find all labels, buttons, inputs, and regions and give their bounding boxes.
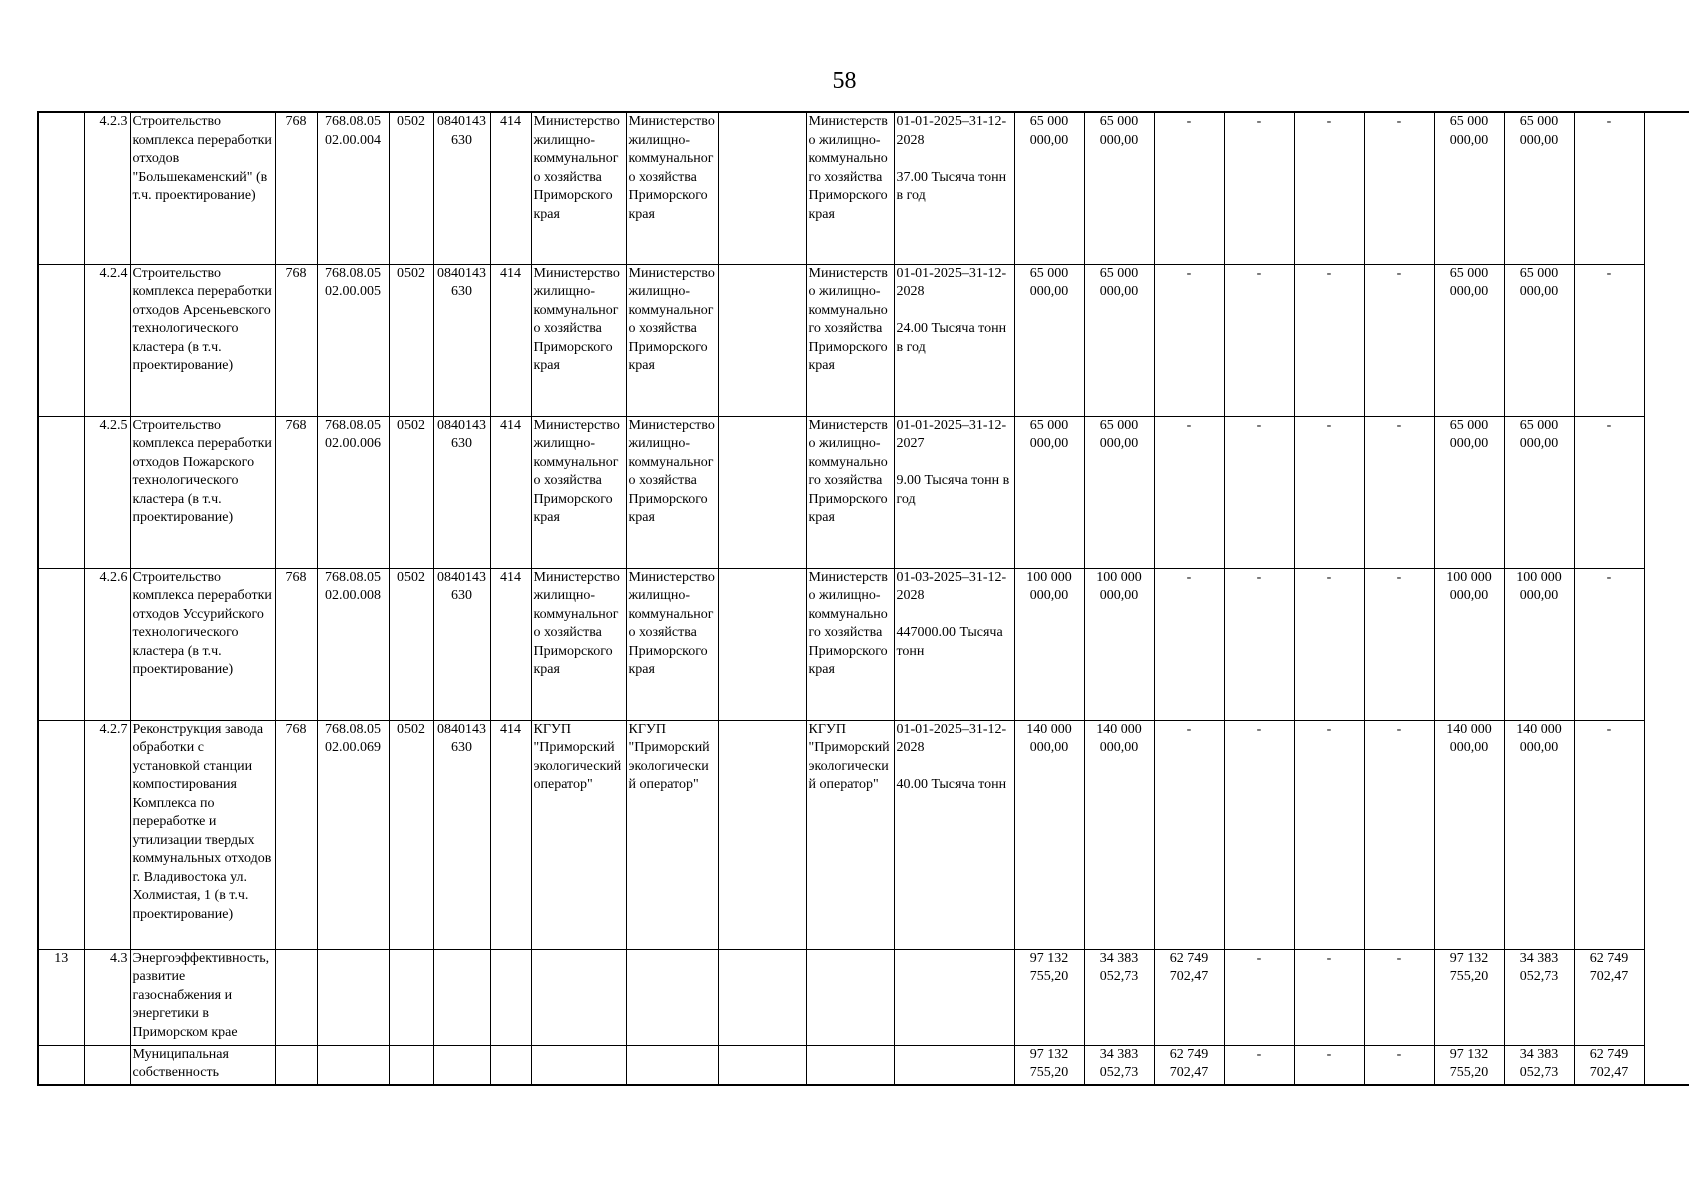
customer: КГУП "Приморский экологический оператор" (626, 720, 718, 949)
executor: Министерство жилищно-коммунального хозяйства Приморского края (531, 568, 626, 720)
item-code (84, 1045, 130, 1085)
table-row (38, 1045, 1689, 1085)
empty-cell (718, 416, 806, 568)
expense-type: 414 (490, 568, 531, 720)
value-regional-2025: 65 000 000,00 (1504, 112, 1574, 264)
value-regional-total: 97 132 755,20 (1434, 1045, 1504, 1085)
budget-table (37, 111, 1689, 1086)
value-2029: - (1364, 949, 1434, 1045)
item-name: Строительство комплекса переработки отходов Уссурийского технологического кластера (в т.ч. проектирование) (130, 568, 275, 720)
value-2027: - (1224, 112, 1294, 264)
period-capacity (894, 568, 1014, 720)
program-code: 768.08.05 02.00.006 (317, 416, 389, 568)
empty-cell (718, 264, 806, 416)
expense-type (490, 949, 531, 1045)
value-2027: - (1224, 568, 1294, 720)
value-2029: - (1364, 568, 1434, 720)
value-2025: 100 000 000,00 (1084, 568, 1154, 720)
value-2025: 34 383 052,73 (1084, 1045, 1154, 1085)
executor: Министерство жилищно-коммунального хозяйства Приморского края (531, 264, 626, 416)
program-code (317, 1045, 389, 1085)
period: 01-01-2025–31-12-2028 (896, 265, 1007, 299)
grbs-code (275, 949, 317, 1045)
item-name: Строительство комплекса переработки отходов Арсеньевского технологического кластера (в т.ч. проектирование) (130, 264, 275, 416)
period-capacity (894, 720, 1014, 949)
value-2025: 65 000 000,00 (1084, 264, 1154, 416)
value-total: 65 000 000,00 (1014, 264, 1084, 416)
value-regional-2025: 65 000 000,00 (1504, 264, 1574, 416)
grbs-code: 768 (275, 568, 317, 720)
row-number (38, 1045, 84, 1085)
section-code: 0502 (389, 568, 433, 720)
table-row (38, 949, 1689, 1045)
customer: Министерство жилищно-коммунального хозяйства Приморского края (626, 264, 718, 416)
grbs-code: 768 (275, 112, 317, 264)
value-regional-2026: - (1574, 416, 1644, 568)
value-regional-2026: - (1574, 720, 1644, 949)
value-regional-total: 97 132 755,20 (1434, 949, 1504, 1045)
value-2027: - (1224, 416, 1294, 568)
capacity: 24.00 Тысяча тонн в год (896, 321, 1007, 355)
capacity: 9.00 Тысяча тонн в год (896, 473, 1010, 507)
value-2026: 62 749 702,47 (1154, 949, 1224, 1045)
value-2027: - (1224, 720, 1294, 949)
row-number (38, 720, 84, 949)
value-regional-2025: 65 000 000,00 (1504, 416, 1574, 568)
program-code: 768.08.05 02.00.005 (317, 264, 389, 416)
value-regional-total: 65 000 000,00 (1434, 264, 1504, 416)
value-2028: - (1294, 1045, 1364, 1085)
empty-cell (718, 112, 806, 264)
row-number (38, 112, 84, 264)
value-2026: - (1154, 416, 1224, 568)
program-code (317, 949, 389, 1045)
responsible (806, 1045, 894, 1085)
value-regional-2026: - (1574, 264, 1644, 416)
item-code: 4.2.5 (84, 416, 130, 568)
customer: Министерство жилищно-коммунального хозяйства Приморского края (626, 416, 718, 568)
executor: Министерство жилищно-коммунального хозяйства Приморского края (531, 416, 626, 568)
table-row (38, 264, 1689, 416)
row-number: 13 (38, 949, 84, 1045)
grbs-code: 768 (275, 416, 317, 568)
program-code: 768.08.05 02.00.004 (317, 112, 389, 264)
table-row (38, 568, 1689, 720)
value-2026: - (1154, 112, 1224, 264)
value-total: 97 132 755,20 (1014, 949, 1084, 1045)
empty-cell (718, 949, 806, 1045)
value-regional-2026: - (1574, 112, 1644, 264)
value-2026: - (1154, 264, 1224, 416)
empty-cell (718, 568, 806, 720)
value-2027: - (1224, 949, 1294, 1045)
target-article: 0840143630 (433, 568, 490, 720)
item-name: Строительство комплекса переработки отходов "Большекаменский" (в т.ч. проектирование) (130, 112, 275, 264)
period: 01-01-2025–31-12-2027 (896, 417, 1007, 451)
executor (531, 1045, 626, 1085)
section-code: 0502 (389, 416, 433, 568)
row-number (38, 264, 84, 416)
item-code: 4.2.7 (84, 720, 130, 949)
responsible (806, 949, 894, 1045)
responsible: КГУП "Приморский экологический оператор" (806, 720, 894, 949)
period-capacity (894, 264, 1014, 416)
period-capacity (894, 112, 1014, 264)
value-2025: 34 383 052,73 (1084, 949, 1154, 1045)
period-capacity (894, 949, 1014, 1045)
value-regional-2025: 100 000 000,00 (1504, 568, 1574, 720)
capacity: 37.00 Тысяча тонн в год (896, 169, 1007, 203)
value-regional-2025: 140 000 000,00 (1504, 720, 1574, 949)
executor: КГУП "Приморский экологический оператор" (531, 720, 626, 949)
empty-cell (718, 720, 806, 949)
expense-type: 414 (490, 416, 531, 568)
table-row (38, 416, 1689, 568)
value-total: 65 000 000,00 (1014, 112, 1084, 264)
item-name: Реконструкция завода обработки с установкой станции компостирования Комплекса по переработке и утилизации твердых коммунальных отходов г. Владивостока ул. Холмистая, 1 (в т.ч. проектирование) (130, 720, 275, 949)
item-code: 4.2.4 (84, 264, 130, 416)
section-code: 0502 (389, 112, 433, 264)
table-row (38, 720, 1689, 949)
value-2029: - (1364, 416, 1434, 568)
value-regional-2025: 34 383 052,73 (1504, 949, 1574, 1045)
value-total: 97 132 755,20 (1014, 1045, 1084, 1085)
value-regional-2026: 62 749 702,47 (1574, 949, 1644, 1045)
target-article: 0840143630 (433, 264, 490, 416)
customer (626, 1045, 718, 1085)
executor: Министерство жилищно-коммунального хозяйства Приморского края (531, 112, 626, 264)
item-code: 4.2.3 (84, 112, 130, 264)
row-number (38, 568, 84, 720)
customer (626, 949, 718, 1045)
value-2025: 140 000 000,00 (1084, 720, 1154, 949)
page-number: 58 (832, 68, 857, 94)
responsible: Министерство жилищно-коммунального хозяйства Приморского края (806, 416, 894, 568)
value-total: 140 000 000,00 (1014, 720, 1084, 949)
section-code: 0502 (389, 264, 433, 416)
empty-cell (718, 1045, 806, 1085)
period: 01-01-2025–31-12-2028 (896, 114, 1007, 148)
section-code (389, 1045, 433, 1085)
executor (531, 949, 626, 1045)
expense-type: 414 (490, 112, 531, 264)
target-article: 0840143630 (433, 720, 490, 949)
item-name: Строительство комплекса переработки отходов Пожарского технологического кластера (в т.ч. проектирование) (130, 416, 275, 568)
value-2027: - (1224, 264, 1294, 416)
target-article: 0840143630 (433, 112, 490, 264)
period-capacity (894, 1045, 1014, 1085)
period: 01-01-2025–31-12-2028 (896, 721, 1007, 755)
value-2026: - (1154, 720, 1224, 949)
value-2026: - (1154, 568, 1224, 720)
value-2029: - (1364, 720, 1434, 949)
period-capacity (894, 416, 1014, 568)
grbs-code: 768 (275, 264, 317, 416)
value-2027: - (1224, 1045, 1294, 1085)
value-regional-total: 65 000 000,00 (1434, 112, 1504, 264)
value-2025: 65 000 000,00 (1084, 112, 1154, 264)
capacity: 447000.00 Тысяча тонн (896, 625, 1003, 659)
value-regional-2026: 62 749 702,47 (1574, 1045, 1644, 1085)
program-code: 768.08.05 02.00.008 (317, 568, 389, 720)
section-code (389, 949, 433, 1045)
item-code: 4.3 (84, 949, 130, 1045)
value-regional-total: 140 000 000,00 (1434, 720, 1504, 949)
item-name: Энергоэффективность, развитие газоснабжения и энергетики в Приморском крае (130, 949, 275, 1045)
value-regional-2026: - (1574, 568, 1644, 720)
row-number (38, 416, 84, 568)
target-article: 0840143630 (433, 416, 490, 568)
section-code: 0502 (389, 720, 433, 949)
item-name: Муниципальная собственность (130, 1045, 275, 1085)
value-regional-2025: 34 383 052,73 (1504, 1045, 1574, 1085)
capacity: 40.00 Тысяча тонн (896, 777, 1007, 792)
value-2028: - (1294, 264, 1364, 416)
customer: Министерство жилищно-коммунального хозяйства Приморского края (626, 112, 718, 264)
value-2028: - (1294, 949, 1364, 1045)
value-2029: - (1364, 1045, 1434, 1085)
value-2029: - (1364, 112, 1434, 264)
value-2026: 62 749 702,47 (1154, 1045, 1224, 1085)
responsible: Министерство жилищно-коммунального хозяйства Приморского края (806, 568, 894, 720)
expense-type: 414 (490, 720, 531, 949)
value-2028: - (1294, 568, 1364, 720)
value-2025: 65 000 000,00 (1084, 416, 1154, 568)
expense-type: 414 (490, 264, 531, 416)
value-total: 65 000 000,00 (1014, 416, 1084, 568)
value-2028: - (1294, 112, 1364, 264)
value-2028: - (1294, 720, 1364, 949)
target-article (433, 949, 490, 1045)
grbs-code: 768 (275, 720, 317, 949)
expense-type (490, 1045, 531, 1085)
value-regional-total: 65 000 000,00 (1434, 416, 1504, 568)
responsible: Министерство жилищно-коммунального хозяйства Приморского края (806, 264, 894, 416)
program-code: 768.08.05 02.00.069 (317, 720, 389, 949)
target-article (433, 1045, 490, 1085)
period: 01-03-2025–31-12-2028 (896, 569, 1007, 603)
value-total: 100 000 000,00 (1014, 568, 1084, 720)
value-regional-total: 100 000 000,00 (1434, 568, 1504, 720)
value-2028: - (1294, 416, 1364, 568)
item-code: 4.2.6 (84, 568, 130, 720)
table-row (38, 112, 1689, 264)
responsible: Министерство жилищно-коммунального хозяйства Приморского края (806, 112, 894, 264)
value-2029: - (1364, 264, 1434, 416)
grbs-code (275, 1045, 317, 1085)
customer: Министерство жилищно-коммунального хозяйства Приморского края (626, 568, 718, 720)
